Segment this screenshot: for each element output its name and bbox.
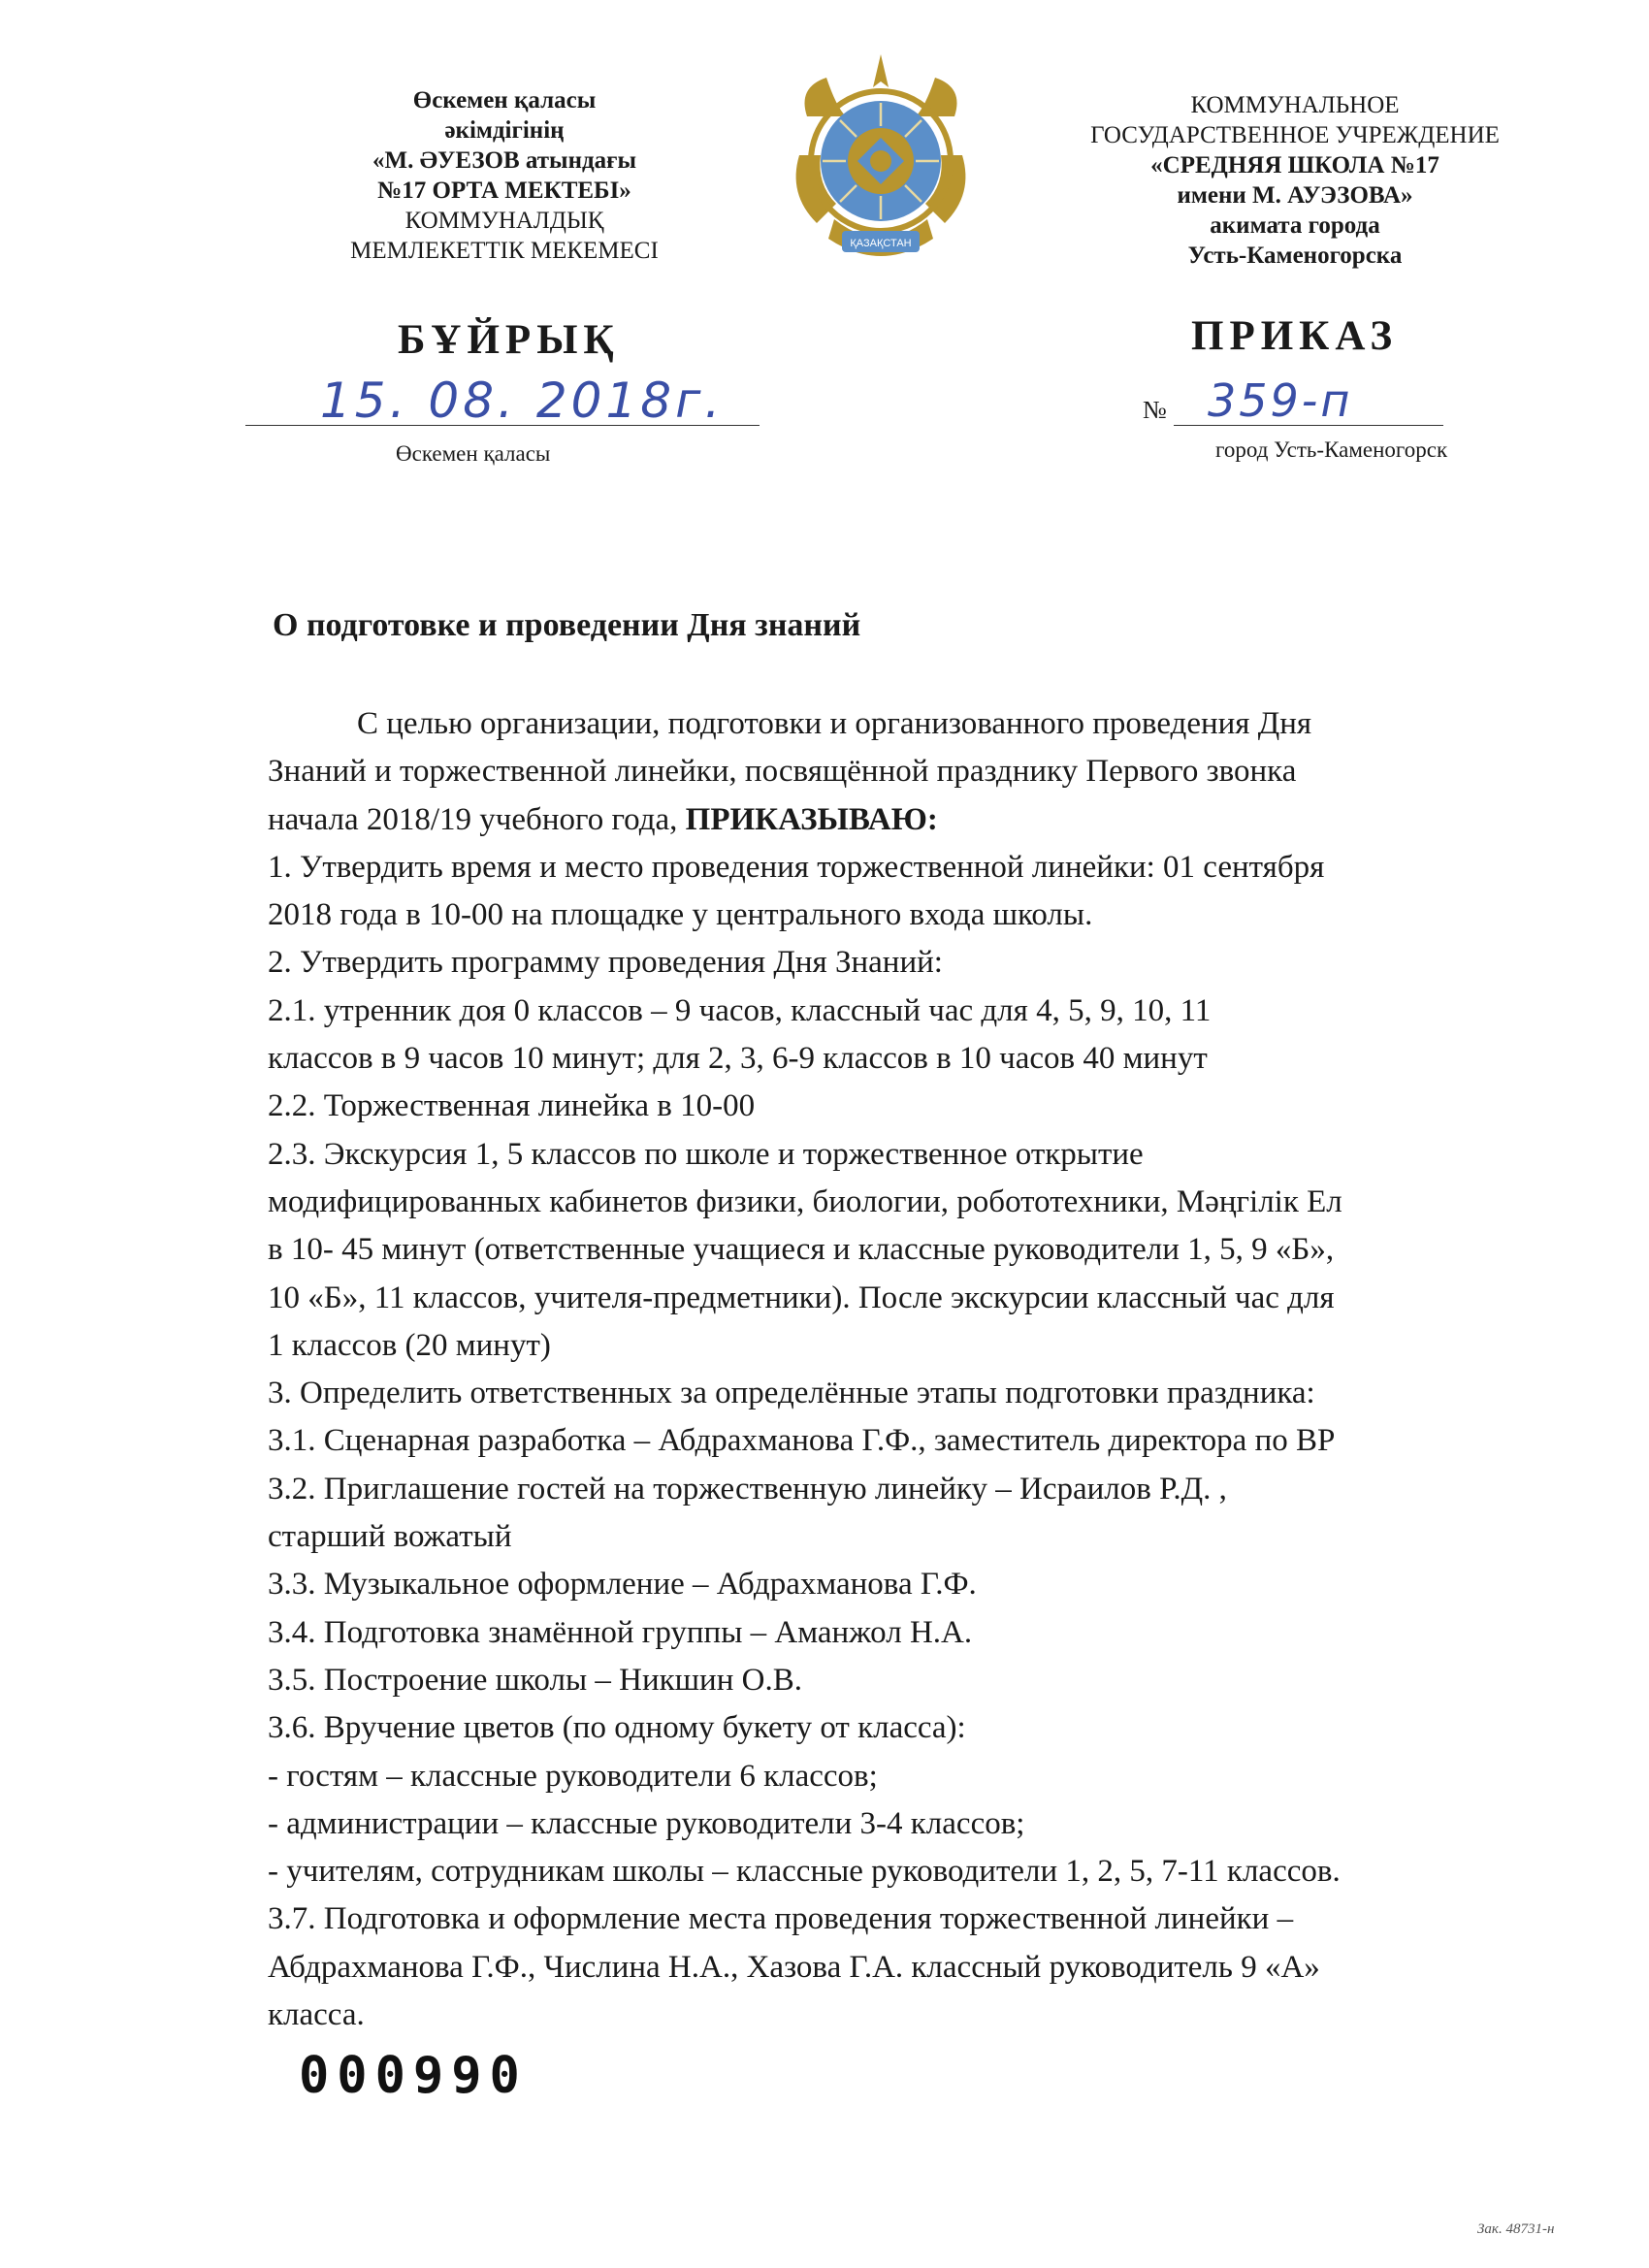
body-line: 3.4. Подготовка знамённой группы – Аманжол Н.А.: [268, 1614, 973, 1650]
body-line: 1. Утвердить время и место проведения торжественной линейки: 01 сентября: [268, 849, 1325, 885]
header-left-line: Өскемен қаласы: [412, 87, 597, 113]
document-title: О подготовке и проведении Дня знаний: [273, 607, 861, 643]
state-emblem-icon: [788, 49, 974, 270]
body-line: 1 классов (20 минут): [268, 1327, 551, 1363]
header-left-line: МЕМЛЕКЕТТІК МЕКЕМЕСІ: [350, 238, 659, 264]
header-left-line: «М. ӘУЕЗОВ атындағы: [372, 147, 637, 174]
body-line: 3.7. Подготовка и оформление места проведения торжественной линейки –: [268, 1901, 1294, 1937]
header-left-line: №17 ОРТА МЕКТЕБІ»: [377, 178, 631, 204]
body-line: - учителям, сотрудникам школы – классные руководители 1, 2, 5, 7-11 классов.: [268, 1854, 1341, 1890]
body-line: - администрации – классные руководители 3-4 классов;: [268, 1805, 1025, 1841]
header-right-line: имени М. АУЭЗОВА»: [1177, 182, 1413, 209]
body-line: Знаний и торжественной линейки, посвящённой празднику Первого звонка: [268, 754, 1297, 790]
header-right-line: КОММУНАЛЬНОЕ: [1190, 92, 1400, 118]
body-line: 3.1. Сценарная разработка – Абдрахманова Г.Ф., заместитель директора по ВР: [268, 1423, 1336, 1459]
number-underline: [1174, 425, 1443, 426]
doc-type-kazakh: БҰЙРЫҚ: [398, 317, 620, 363]
print-order-code: Зак. 48731-н: [1477, 2221, 1555, 2237]
header-left-line: әкімдігінің: [444, 117, 565, 144]
order-keyword: ПРИКАЗЫВАЮ:: [685, 801, 938, 837]
body-intro-text: начала 2018/19 учебного года,: [268, 801, 686, 837]
body-line: 2. Утвердить программу проведения Дня Знаний:: [268, 945, 943, 981]
date-underline: [245, 425, 760, 426]
body-line: 2018 года в 10-00 на площадке у центрального входа школы.: [268, 897, 1093, 933]
doc-type-russian: ПРИКАЗ: [1191, 313, 1399, 359]
body-line: 3. Определить ответственных за определённые этапы подготовки праздника:: [268, 1376, 1315, 1411]
serial-number-stamp: 000990: [299, 2047, 528, 2105]
body-line: старший вожатый: [268, 1519, 512, 1555]
body-line: 3.5. Построение школы – Никшин О.В.: [268, 1662, 802, 1698]
body-line: модифицированных кабинетов физики, биологии, робототехники, Мәңгілік Ел: [268, 1183, 1342, 1219]
body-line: - гостям – классные руководители 6 классов;: [268, 1758, 878, 1794]
body-line: классов в 9 часов 10 минут; для 2, 3, 6-9 классов в 10 часов 40 минут: [268, 1041, 1208, 1077]
body-line: [268, 796, 1568, 844]
body-line: 2.2. Торжественная линейка в 10-00: [268, 1088, 756, 1124]
body-line: класса.: [268, 1997, 365, 2033]
body-line: 3.3. Музыкальное оформление – Абдрахманова Г.Ф.: [268, 1567, 977, 1603]
city-kazakh: Өскемен қаласы: [396, 441, 551, 466]
document-body: [268, 700, 1568, 2039]
number-sign: №: [1143, 396, 1167, 424]
header-right-russian: [1052, 90, 1537, 271]
header-left-line: КОММУНАЛДЫҚ: [404, 208, 604, 234]
body-line: 2.3. Экскурсия 1, 5 классов по школе и торжественное открытие: [268, 1136, 1144, 1172]
body-line: 2.1. утренник доя 0 классов – 9 часов, классный час для 4, 5, 9, 10, 11: [268, 992, 1212, 1028]
body-line: Абдрахманова Г.Ф., Числина Н.А., Хазова Г.А. классный руководитель 9 «А»: [268, 1949, 1320, 1985]
body-line: в 10- 45 минут (ответственные учащиеся и классные руководители 1, 5, 9 «Б»,: [268, 1232, 1335, 1268]
body-line: 3.6. Вручение цветов (по одному букету от класса):: [268, 1710, 966, 1746]
body-line: С целью организации, подготовки и организованного проведения Дня: [357, 706, 1312, 741]
body-line: 10 «Б», 11 классов, учителя-предметники). После экскурсии классный час для: [268, 1280, 1335, 1315]
header-right-line: «СРЕДНЯЯ ШКОЛА №17: [1150, 152, 1439, 178]
body-line: 3.2. Приглашение гостей на торжественную линейку – Исраилов Р.Д. ,: [268, 1471, 1227, 1507]
header-left-kazakh: [310, 85, 698, 266]
handwritten-date: 15. 08. 2018г.: [320, 373, 725, 429]
header-right-line: Усть-Каменогорска: [1187, 243, 1403, 269]
header-right-line: ГОСУДАРСТВЕННОЕ УЧРЕЖДЕНИЕ: [1090, 122, 1500, 148]
svg-text:ҚАЗАҚСТАН: ҚАЗАҚСТАН: [850, 238, 912, 249]
handwritten-order-number: 359-п: [1208, 374, 1353, 427]
header-right-line: акимата города: [1210, 212, 1380, 239]
city-russian: город Усть-Каменогорск: [1215, 437, 1448, 462]
